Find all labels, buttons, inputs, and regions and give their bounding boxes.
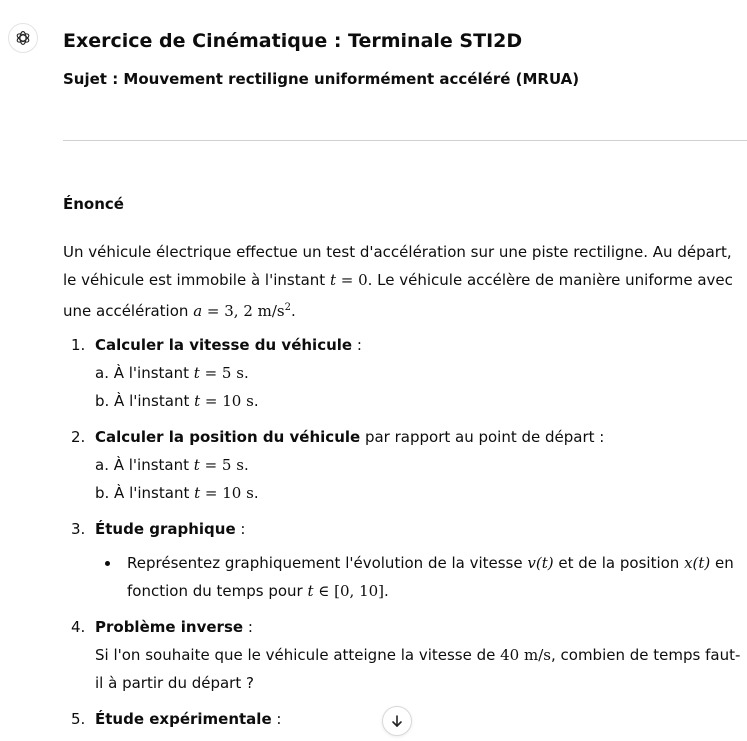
item-suffix: : [271,710,282,728]
item-title: Problème inverse [95,618,244,636]
punct: . [384,582,389,600]
math-var: t [194,392,201,410]
item-number: 4. [71,618,86,636]
math-range: ∈ [0, 10] [313,582,385,600]
math-t: t [329,271,336,289]
math-t0-value: = 0 [335,271,368,289]
bullet-list [95,549,745,605]
bullet-dot [105,561,110,566]
task-list [63,331,745,733]
bullet-text: en fonction du temps pour [127,554,734,600]
list-item [63,423,745,507]
exercise-body [63,238,745,741]
item-number: 3. [71,520,86,538]
math-var: t [307,582,314,600]
intro-paragraph [63,238,745,325]
math-x-expr: x(t) [684,554,711,572]
item-title: Étude graphique [95,520,236,538]
bullet-item [95,549,745,605]
math-unit: s [236,456,244,474]
intro-text-2: . Le véhicule accélère de manière uniforme avec une accélération [63,271,733,320]
sub-item-label: a. À l'instant [95,456,194,474]
assistant-avatar [8,23,38,53]
math-value: = 10 [200,484,247,502]
item-text: , combien de temps faut-il à partir du départ ? [95,646,741,692]
list-item [63,613,745,697]
item-number: 5. [71,710,86,728]
math-value: = 5 [199,364,237,382]
list-item [63,515,745,605]
item-suffix: : [235,520,246,538]
math-value: = 5 [199,456,237,474]
item-number: 1. [71,336,86,354]
math-a-unit: m/s [257,302,285,320]
item-suffix: : [352,336,362,354]
intro-text-1: Un véhicule électrique effectue un test d'accélération sur une piste rectiligne. Au départ, le véhicule est immobile à l'instant [63,243,732,289]
math-value: 40 [500,646,524,664]
math-v-expr: v(t) [527,554,554,572]
openai-logo-icon [14,29,32,47]
math-unit: m/s [524,646,551,664]
item-title: Calculer la vitesse du véhicule [95,336,353,354]
sub-item-label: a. À l'instant [95,364,194,382]
arrow-down-icon [390,714,404,728]
item-suffix: : [243,618,253,636]
divider [63,140,747,141]
math-var: t [193,364,200,382]
bullet-text: Représentez graphiquement l'évolution de la vitesse [127,554,528,572]
item-number: 2. [71,428,86,446]
math-a-exponent: 2 [284,302,291,313]
item-title: Calculer la position du véhicule [95,428,361,446]
math-unit: s [236,364,244,382]
list-item [63,331,745,415]
punct: . [243,456,249,474]
punct: . [253,484,259,502]
math-var: t [193,456,200,474]
page-title: Exercice de Cinématique : Terminale STI2D [63,30,523,52]
sub-item-label: b. À l'instant [95,392,195,410]
math-var: t [194,484,201,502]
scroll-down-button[interactable] [382,706,412,736]
subtitle: Sujet : Mouvement rectiligne uniformément accéléré (MRUA) [63,70,580,88]
item-title: Étude expérimentale [95,710,272,728]
punct: . [243,364,249,382]
item-text: Si l'on souhaite que le véhicule atteigne la vitesse de [95,646,501,664]
intro-text-3: . [291,302,296,320]
section-heading: Énoncé [63,195,124,213]
math-unit: s [246,484,254,502]
punct: . [253,392,259,410]
bullet-text: et de la position [553,554,685,572]
math-value: = 10 [200,392,247,410]
sub-item-label: b. À l'instant [95,484,195,502]
math-a: a [193,302,203,320]
math-a-value: = 3, 2 [202,302,258,320]
item-suffix: par rapport au point de départ : [360,428,605,446]
math-unit: s [246,392,254,410]
